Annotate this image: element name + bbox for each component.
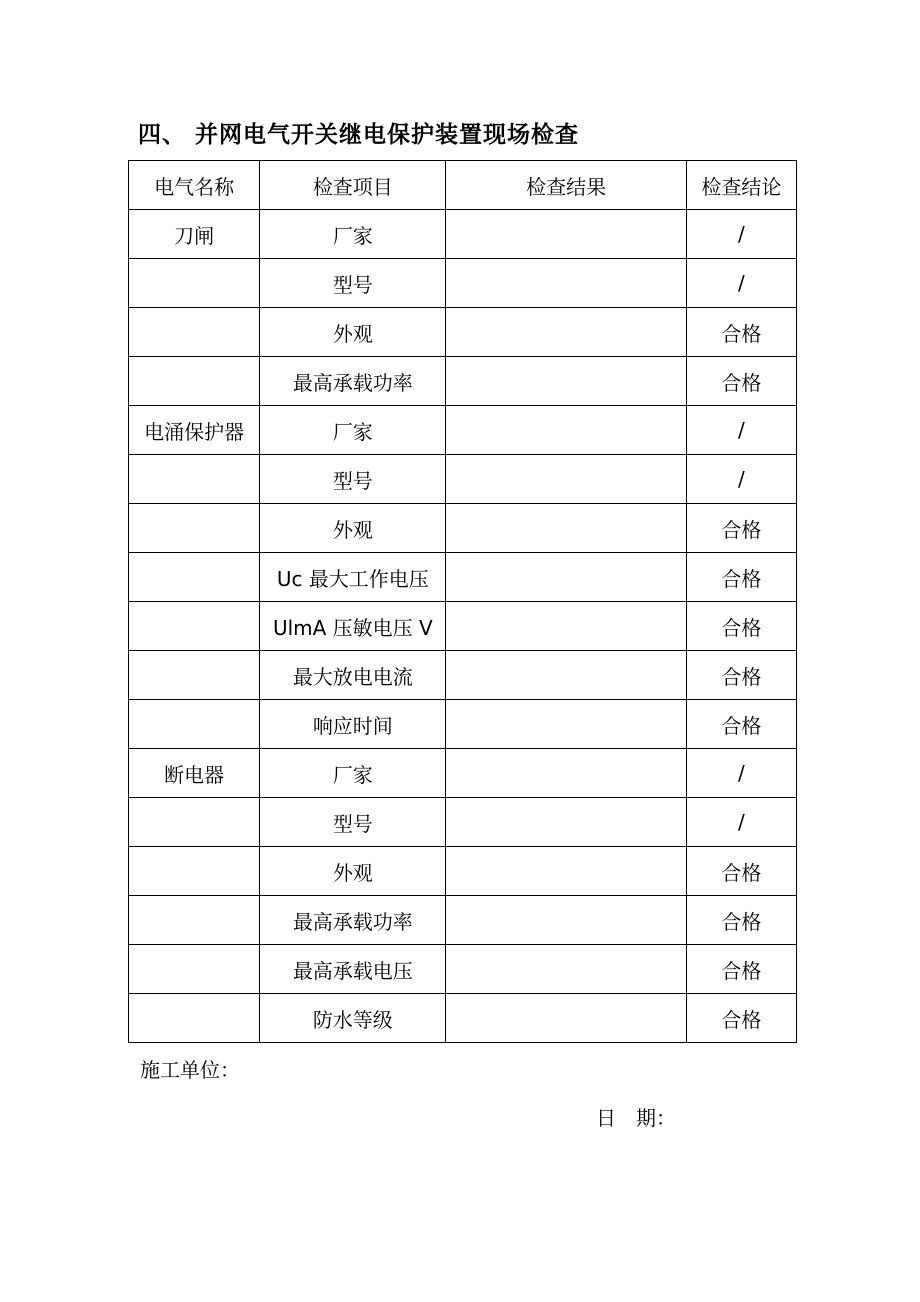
- table-row: [129, 994, 797, 1043]
- cell-check-conclusion: 合格: [686, 994, 796, 1043]
- cell-electrical-name: 电涌保护器: [129, 406, 260, 455]
- cell-electrical-name: [129, 798, 260, 847]
- cell-check-conclusion: 合格: [686, 847, 796, 896]
- cell-electrical-name: [129, 896, 260, 945]
- cell-check-result: [446, 455, 686, 504]
- table-header-row: [129, 161, 797, 210]
- table-row: [129, 651, 797, 700]
- cell-check-item: 最高承载功率: [260, 896, 446, 945]
- cell-electrical-name: 断电器: [129, 749, 260, 798]
- cell-check-result: [446, 994, 686, 1043]
- cell-electrical-name: [129, 504, 260, 553]
- table-row: [129, 700, 797, 749]
- cell-check-result: [446, 210, 686, 259]
- cell-check-item: 厂家: [260, 749, 446, 798]
- cell-electrical-name: 刀闸: [129, 210, 260, 259]
- cell-check-item: 最高承载电压: [260, 945, 446, 994]
- cell-check-item: 厂家: [260, 210, 446, 259]
- table-row: [129, 259, 797, 308]
- cell-check-result: [446, 357, 686, 406]
- cell-check-item: 最高承载功率: [260, 357, 446, 406]
- cell-check-conclusion: 合格: [686, 602, 796, 651]
- cell-check-conclusion: /: [686, 210, 796, 259]
- table-row: [129, 553, 797, 602]
- cell-check-item: 外观: [260, 308, 446, 357]
- cell-check-conclusion: 合格: [686, 700, 796, 749]
- cell-electrical-name: [129, 455, 260, 504]
- page-title: 四、 并网电气开关继电保护装置现场检查: [138, 122, 580, 148]
- construction-unit-label: 施工单位：: [140, 1058, 240, 1082]
- cell-check-conclusion: 合格: [686, 308, 796, 357]
- cell-electrical-name: [129, 700, 260, 749]
- cell-check-item: 厂家: [260, 406, 446, 455]
- cell-check-result: [446, 896, 686, 945]
- cell-check-conclusion: 合格: [686, 553, 796, 602]
- cell-check-item: 最大放电电流: [260, 651, 446, 700]
- cell-check-conclusion: /: [686, 455, 796, 504]
- cell-check-item: 防水等级: [260, 994, 446, 1043]
- table-row: [129, 847, 797, 896]
- cell-electrical-name: [129, 847, 260, 896]
- table-row: [129, 210, 797, 259]
- cell-check-item: Uc 最大工作电压: [260, 553, 446, 602]
- cell-check-conclusion: 合格: [686, 651, 796, 700]
- cell-electrical-name: [129, 357, 260, 406]
- header-check-conclusion: 检查结论: [686, 161, 796, 210]
- cell-check-item: 响应时间: [260, 700, 446, 749]
- cell-check-item: 型号: [260, 455, 446, 504]
- cell-check-result: [446, 504, 686, 553]
- table-row: [129, 504, 797, 553]
- cell-check-result: [446, 847, 686, 896]
- table-row: [129, 406, 797, 455]
- cell-electrical-name: [129, 553, 260, 602]
- cell-check-conclusion: /: [686, 749, 796, 798]
- cell-electrical-name: [129, 602, 260, 651]
- date-label: 日 期：: [596, 1106, 676, 1130]
- cell-check-conclusion: 合格: [686, 896, 796, 945]
- cell-check-result: [446, 259, 686, 308]
- header-electrical-name: 电气名称: [129, 161, 260, 210]
- cell-electrical-name: [129, 259, 260, 308]
- table-body: [129, 210, 797, 1043]
- cell-check-conclusion: 合格: [686, 357, 796, 406]
- cell-electrical-name: [129, 945, 260, 994]
- cell-check-result: [446, 308, 686, 357]
- cell-check-result: [446, 749, 686, 798]
- cell-check-item: 型号: [260, 798, 446, 847]
- cell-check-result: [446, 945, 686, 994]
- header-check-result: 检查结果: [446, 161, 686, 210]
- cell-check-conclusion: /: [686, 798, 796, 847]
- inspection-table: [128, 160, 797, 1043]
- cell-check-conclusion: /: [686, 259, 796, 308]
- table-row: [129, 308, 797, 357]
- cell-check-result: [446, 602, 686, 651]
- cell-check-item: 型号: [260, 259, 446, 308]
- cell-check-result: [446, 700, 686, 749]
- cell-check-item: UlmA 压敏电压 V: [260, 602, 446, 651]
- cell-check-result: [446, 798, 686, 847]
- cell-electrical-name: [129, 651, 260, 700]
- table-row: [129, 749, 797, 798]
- cell-check-result: [446, 651, 686, 700]
- cell-check-conclusion: 合格: [686, 945, 796, 994]
- cell-check-item: 外观: [260, 504, 446, 553]
- cell-check-result: [446, 553, 686, 602]
- table-row: [129, 896, 797, 945]
- cell-check-result: [446, 406, 686, 455]
- cell-electrical-name: [129, 308, 260, 357]
- table-row: [129, 357, 797, 406]
- table-row: [129, 798, 797, 847]
- table-row: [129, 602, 797, 651]
- cell-check-conclusion: /: [686, 406, 796, 455]
- table-row: [129, 455, 797, 504]
- cell-check-conclusion: 合格: [686, 504, 796, 553]
- cell-check-item: 外观: [260, 847, 446, 896]
- cell-electrical-name: [129, 994, 260, 1043]
- table-row: [129, 945, 797, 994]
- header-check-item: 检查项目: [260, 161, 446, 210]
